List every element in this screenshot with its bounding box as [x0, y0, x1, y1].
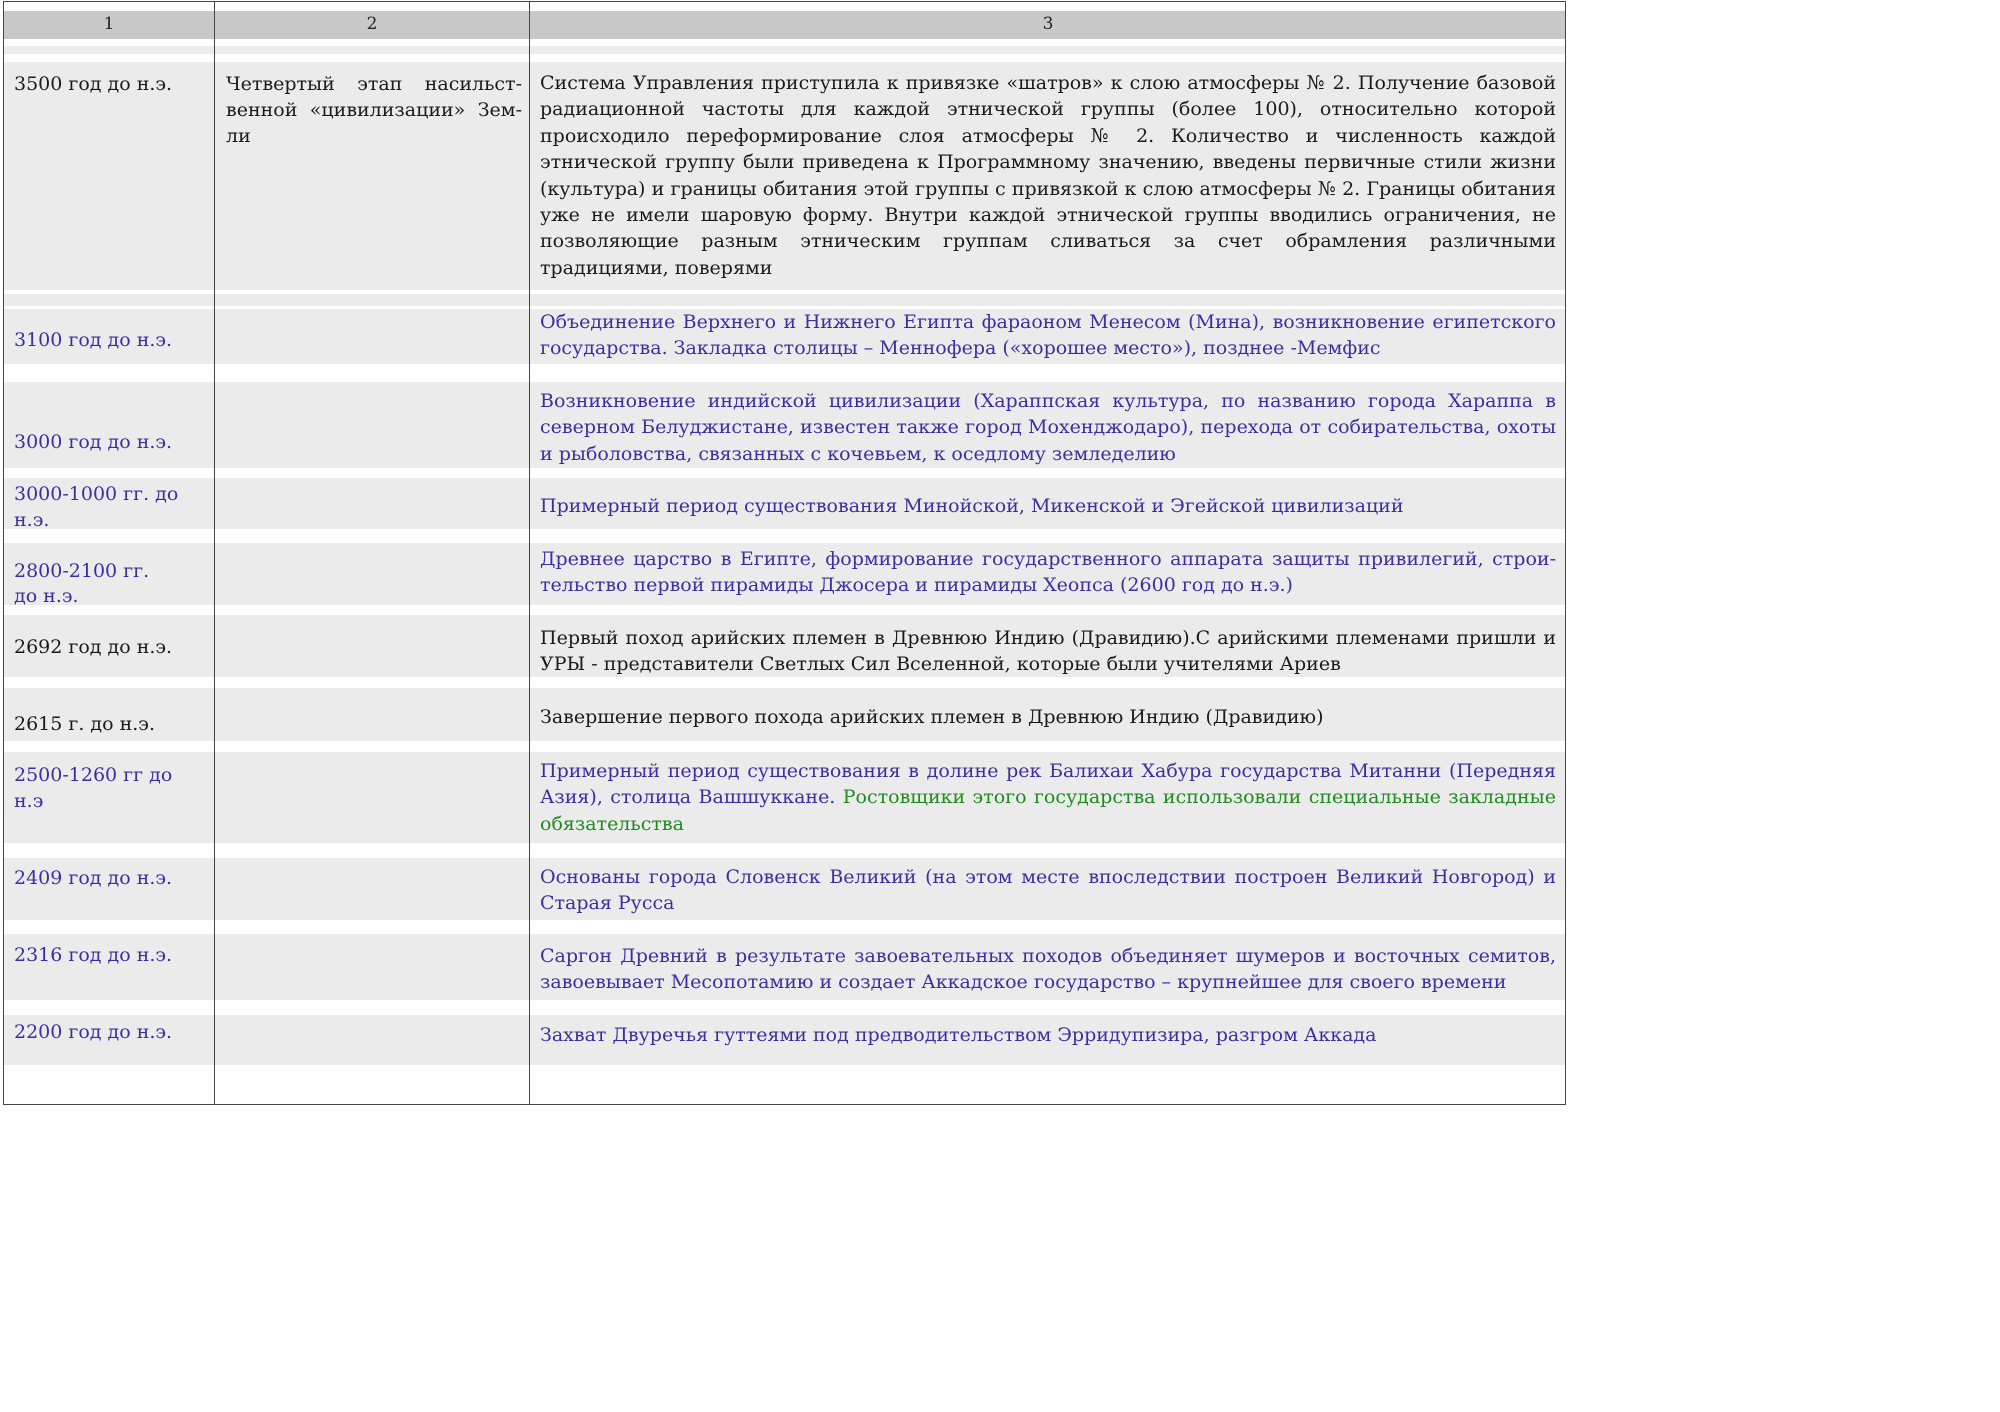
row-event: Саргон Древний в результате завоевательных походов объединяет шумеров и восточных семитов, завоевывает Месопотамию и создает Аккадское государство – крупнейшее для своего времени — [540, 945, 1556, 994]
row-date: 3500 год до н.э. — [14, 73, 173, 95]
row-stage: Четвертый этап насильст-венной «цивилизации» Зем-ли — [226, 73, 522, 147]
row-date: 2500-1260 гг до н.э — [14, 764, 173, 812]
row-date-line-1: 2800-2100 гг. — [14, 560, 150, 582]
header-col-3: 3 — [1042, 14, 1054, 34]
row-date-line-2: до н.э. — [14, 585, 79, 607]
row-date: 2692 год до н.э. — [14, 636, 173, 658]
row-event: Объединение Верхнего и Нижнего Египта фараоном Менесом (Мина), возникновение египетского государства. Закладка столицы – Меннофера («хорошее место»), позднее -Мемфис — [540, 311, 1556, 360]
row-date: 2200 год до н.э. — [14, 1021, 173, 1043]
row-event-note: Ростовщики этого государства использовали специальные закладные обязательства — [540, 786, 1556, 835]
row-event: Завершение первого похода арийских племен в Древнюю Индию (Дравидию) — [540, 706, 1324, 728]
row-event-main: Примерный период существования в долине рек Балихаи Хабура государства Митанни (Передняя Азия), столица Вашшуккане. — [540, 760, 1556, 809]
row-event — [540, 758, 1556, 837]
header-col-2: 2 — [366, 14, 378, 34]
row-event: Захват Двуречья гуттеями под предводительством Эрридупизира, разгром Аккада — [540, 1024, 1377, 1046]
row-event: Основаны города Словенск Великий (на этом месте впоследствии построен Великий Новгород) и Старая Русса — [540, 866, 1556, 915]
row-event: Система Управления приступила к привязке «шатров» к слою атмосферы № 2. Получение базовой радиационной частоты для каждой этнической группы (более 100), относительно которой происходило переформирование слоя атмосферы № 2. Количество и численность каждой этнической группу были приведена к Программному значению, введены первичные стили жизни (культура) и границы обитания этой группы с привязкой к слою атмосферы № 2. Границы обитания уже не имели шаровую форму. Внутри каждой этнической группы вводились ограничения, не позволяющие разным этническим группам сливаться за счет обрамления различными традициями, поверями — [540, 72, 1556, 279]
column-divider — [529, 1, 530, 1105]
row-date: 3000 год до н.э. — [14, 431, 173, 453]
header-col-1: 1 — [103, 14, 115, 34]
column-divider — [214, 1, 215, 1105]
row-date: 3000-1000 гг. до н.э. — [14, 483, 179, 531]
row-event: Примерный период существования Минойской, Микенской и Эгейской цивилизаций — [540, 495, 1404, 517]
row-date: 3100 год до н.э. — [14, 329, 173, 351]
row-event: Древнее царство в Египте, формирование государственного аппарата защиты привилегий, строи-тельство первой пирамиды Джосера и пирамиды Хеопса (2600 год до н.э.) — [540, 548, 1556, 597]
row-date: 2409 год до н.э. — [14, 867, 173, 889]
row-event: Возникновение индийской цивилизации (Хараппская культура, по названию города Хараппа в северном Белуджистане, известен также город Мохенджодаро), перехода от собирательства, охоты и рыболовства, связанных с кочевьем, к оседлому земледелию — [540, 390, 1556, 465]
row-date: 2316 год до н.э. — [14, 944, 173, 966]
row-event: Первый поход арийских племен в Древнюю Индию (Дравидию).С арийскими племенами пришли и УРЫ - представители Светлых Сил Вселенной, которые были учителями Ариев — [540, 627, 1556, 676]
row-date: 2615 г. до н.э. — [14, 713, 155, 735]
